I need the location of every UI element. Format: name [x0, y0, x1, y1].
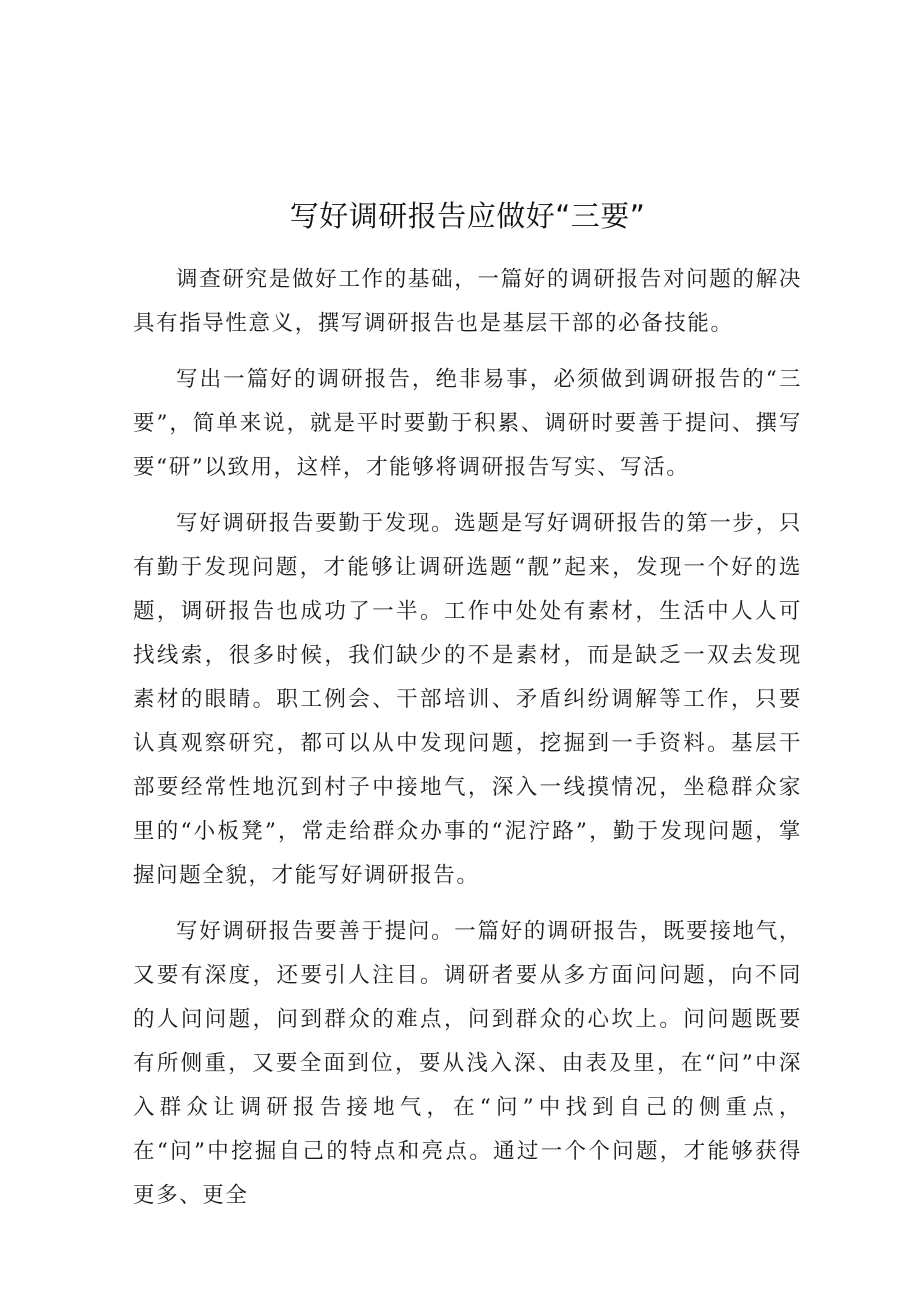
paragraph-intro: 调查研究是做好工作的基础，一篇好的调研报告对问题的解决具有指导性意义，撰写调研报告也是基层干部的必备技能。 — [133, 267, 802, 336]
document-title: 写好调研报告应做好“三要” — [289, 199, 646, 233]
paragraph-discover: 写好调研报告要勤于发现。选题是写好调研报告的第一步，只有勤于发现问题，才能够让调研选题“靓”起来，发现一个好的选题，调研报告也成功了一半。工作中处处有素材，生活中人人可找线索，很多时候，我们缺少的不是素材，而是缺乏一双去发现素材的眼睛。职工例会、干部培训、矛盾纠纷调解等工作，只要认真观察研究，都可以从中发现问题，挖掘到一手资料。基层干部要经常性地沉到村子中接地气，深入一线摸情况，坐稳群众家里的“小板凳”，常走给群众办事的“泥泞路”，勤于发现问题，掌握问题全貌，才能写好调研报告。 — [133, 511, 802, 888]
paragraph-questioning: 写好调研报告要善于提问。一篇好的调研报告，既要接地气，又要有深度，还要引人注目。调研者要从多方面问问题，向不同的人问问题，问到群众的难点，问到群众的心坎上。问问题既要有所侧重，又要全面到位，要从浅入深、由表及里，在“问”中深入群众让调研报告接地气，在“问”中找到自己的侧重点，在“问”中挖掘自己的特点和亮点。通过一个个问题，才能够获得更多、更全 — [133, 919, 802, 1208]
paragraph-three-requirements: 写出一篇好的调研报告，绝非易事，必须做到调研报告的“三要”，简单来说，就是平时要勤于积累、调研时要善于提问、撰写要“研”以致用，这样，才能够将调研报告写实、写活。 — [133, 367, 802, 480]
